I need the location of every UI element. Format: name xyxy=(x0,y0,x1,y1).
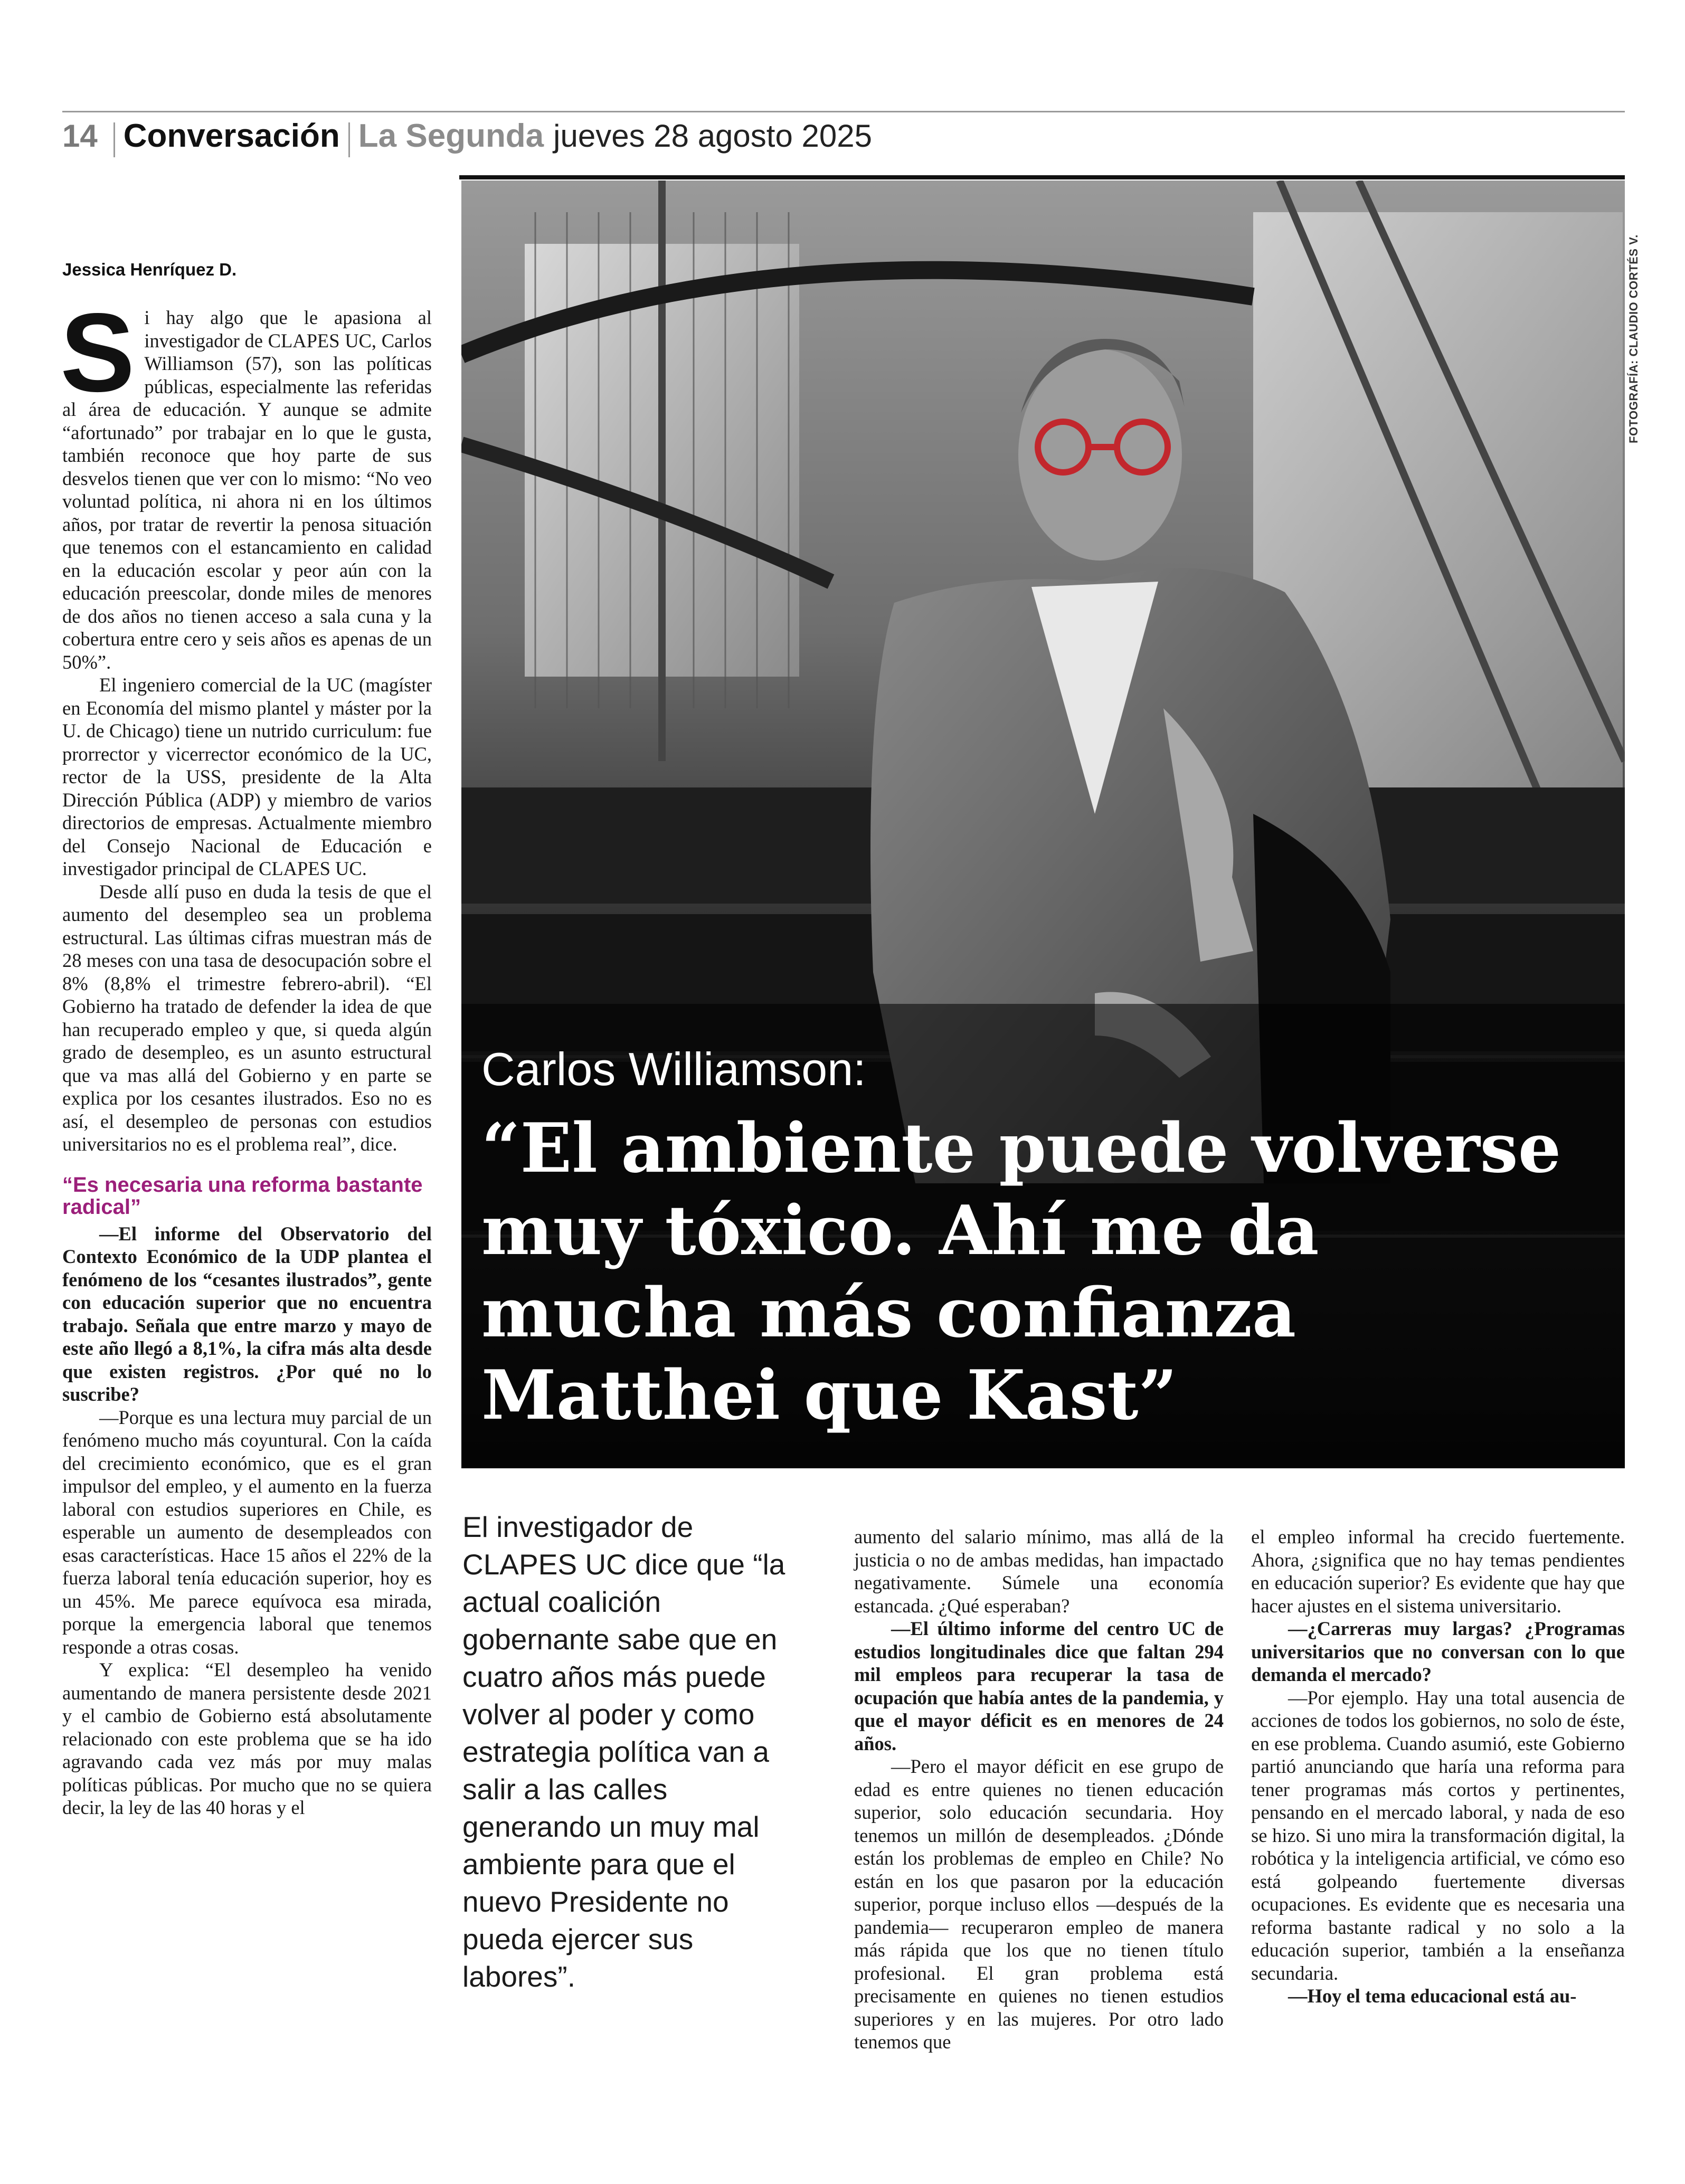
paragraph: el empleo informal ha crecido fuertemente. Ahora, ¿significa que no hay temas pendientes en educación superior? Es evidente que hay que hacer ajustes en el sistema universitario. xyxy=(1251,1526,1625,1617)
interview-question: —¿Carreras muy largas? ¿Programas universitarios que no conversan con lo que demanda el mercado? xyxy=(1251,1618,1625,1685)
newspaper-name: La Segunda xyxy=(358,118,544,154)
header-divider xyxy=(348,122,350,157)
page-header xyxy=(62,117,872,163)
interview-question: —El informe del Observatorio del Contexto Económico de la UDP plantea el fenómeno de los “cesantes ilustrados”, gente con educación superior que no encuentra trabajo. Señala que entre marzo y mayo de este año llegó a 8,1%, la cifra más alta desde que existen registros. ¿Por qué no lo suscribe? xyxy=(62,1222,432,1405)
paragraph: aumento del salario mínimo, mas allá de la justicia o no de ambas medidas, han impactado negativamente. Súmele una economía estancada. ¿Qué esperaban? xyxy=(854,1526,1224,1617)
paragraph: Desde allí puso en duda la tesis de que el aumento del desempleo sea un problema estructural. Las últimas cifras muestran más de 28 meses con una tasa de desocupación sobre el 8% (8,8% el trimestre febrero-abril). “El Gobierno ha tratado de defender la idea de que han recuperado empleo y que, si queda algún grado de desempleo, es un asunto estructural que va mas allá del Gobierno y en parte se explica por los cesantes ilustrados. Eso no es así, el desempleo de personas con estudios universitarios no es el problema real”, dice. xyxy=(62,880,432,1155)
drop-cap: S xyxy=(60,290,135,415)
lead-paragraph xyxy=(60,290,432,673)
issue-date: jueves 28 agosto 2025 xyxy=(553,118,872,154)
subheading: “Es necesaria una reforma bastante radical” xyxy=(62,1173,423,1219)
header-top-rule xyxy=(62,111,1625,112)
article-column-1 xyxy=(60,290,432,1819)
paragraph: El ingeniero comercial de la UC (magíster en Economía del mismo plantel y máster por la U. de Chicago) tiene un nutrido curriculum: fue prorrector y vicerrector económico de la UC, rector de la USS, presidente de la Alta Dirección Pública (ADP) y miembro de varios directorios de empresas. Actualmente miembro del Consejo Nacional de Educación e investigador principal de CLAPES UC. xyxy=(62,674,432,879)
header-divider xyxy=(113,122,115,157)
paragraph: Y explica: “El desempleo ha venido aumentando de manera persistente desde 2021 y el cambio de Gobierno está absolutamente relacionado con este problema que se ha ido agravando cada vez más por muy malas políticas públicas. Por mucho que no se quiera decir, la ley de las 40 horas y el xyxy=(62,1659,432,1818)
paragraph: —Porque es una lectura muy parcial de un fenómeno mucho más coyuntural. Con la caída del crecimiento económico, que es el gran impulsor del empleo, y el aumento en la fuerza laboral con estudios superiores en Chile, es esperable un aumento de desempleados con esas características. Hace 15 años el 22% de la fuerza laboral tenía educación superior, hoy es un 45%. Me parece equívoca esa mirada, porque la emergencia laboral que tenemos responde a otras cosas. xyxy=(62,1406,432,1658)
page-number: 14 xyxy=(62,118,98,154)
paragraph: —Pero el mayor déficit en ese grupo de edad es entre quienes no tienen educación superior, solo educación secundaria. Hoy tenemos un millón de desempleados. ¿Dónde están los problemas de empleo en Chile? No están en los que pasaron por la educación superior, porque incluso ellos —después de la pandemia— recuperaron empleo de manera más rápida que los que no tienen título profesional. El gran problema está precisamente en quienes no tienen estudios superiores y en las mujeres. Por otro lado tenemos que xyxy=(854,1755,1224,2053)
article-column-4 xyxy=(1251,1525,1625,2008)
headline: “El ambiente puede volverse muy tóxico. Ahí me da mucha más confianza Matthei que Kast” xyxy=(481,1109,1561,1435)
pull-quote: El investigador de CLAPES UC dice que “la actual coalición gobernante sabe que en cuatro años más puede volver al poder y como estrategia política van a salir a las calles generando un muy mal ambiente para que el nuevo Presidente no pueda ejercer sus labores”. xyxy=(462,1511,785,1993)
interview-question: —Hoy el tema educacional está au- xyxy=(1288,1985,1577,2007)
header-bottom-rule xyxy=(459,175,1625,179)
photo-credit: FOTOGRAFÍA: CLAUDIO CORTÉS V. xyxy=(1627,234,1640,443)
section-name: Conversación xyxy=(123,118,340,154)
interview-question: —El último informe del centro UC de estudios longitudinales dice que faltan 294 mil empleos para recuperar la tasa de ocupación que había antes de la pandemia, y que el mayor déficit es en menores de 24 años. xyxy=(854,1618,1224,1754)
article-column-3 xyxy=(854,1525,1224,2054)
interviewee-name: Carlos Williamson: xyxy=(481,1043,866,1095)
byline: Jessica Henríquez D. xyxy=(62,260,237,279)
lead-paragraph-text: i hay algo que le apasiona al investigador de CLAPES UC, Carlos Williamson (57), son las políticas públicas, especialmente las referidas al área de educación. Y aunque se admite “afortunado” por trabajar en lo que le gusta, también reconoce que hoy parte de sus desvelos tienen que ver con lo mismo: “No veo voluntad política, ni ahora ni en los últimos años, por tratar de revertir la penosa situación que tenemos con el estancamiento en calidad en la educación escolar y peor aún con la educación preescolar, donde miles de menores de dos años no tienen acceso a sala cuna y la cobertura entre cero y seis años es apenas de un 50%”. xyxy=(62,307,432,673)
paragraph: —Por ejemplo. Hay una total ausencia de acciones de todos los gobiernos, no solo de éste, en ese problema. Cuando asumió, este Gobierno partió anunciando que haría una reforma para tener programas más cortos y pertinentes, pensando en el mercado laboral, y nada de eso se hizo. Si uno mira la transformación digital, la robótica y la inteligencia artificial, ve cómo eso está golpeando fuertemente diversas ocupaciones. Es evidente que es necesaria una reforma bastante radical y no solo a la educación superior, también a la enseñanza secundaria. xyxy=(1251,1686,1625,1984)
